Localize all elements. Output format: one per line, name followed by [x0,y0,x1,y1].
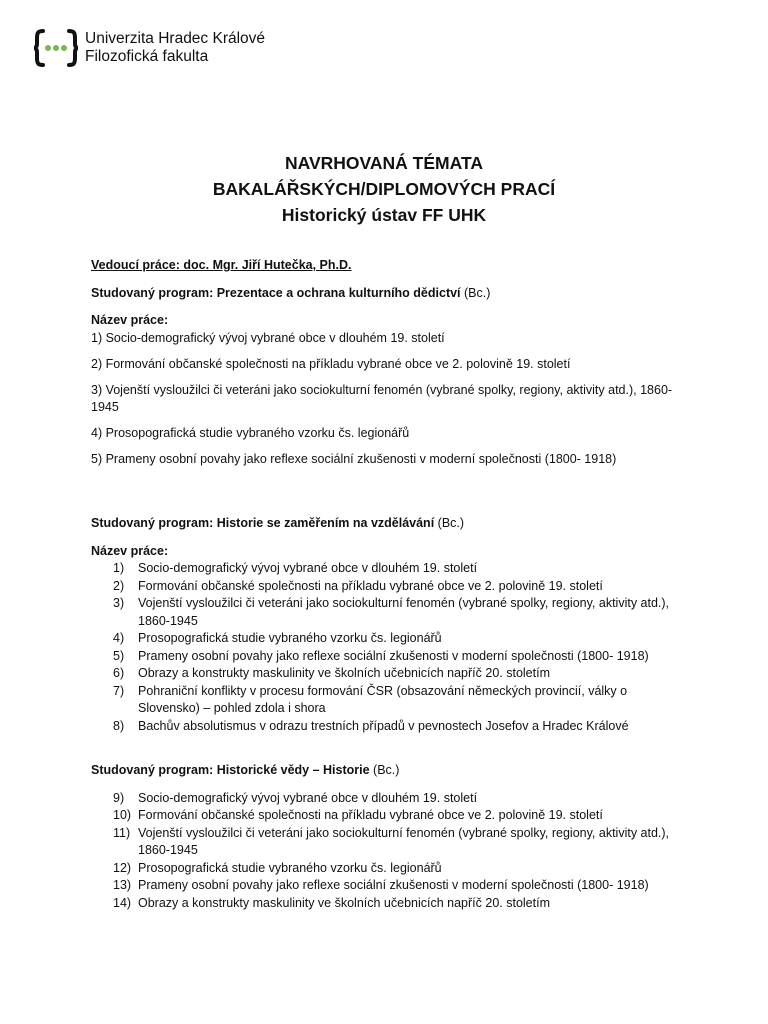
list-item [91,630,691,648]
program-heading-3 [91,762,691,780]
program-name-3: Studovaný program: Historické vědy – Historie [91,763,370,777]
program-degree-1: (Bc.) [464,285,491,300]
item-text: Pohraniční konflikty v procesu formování ČSR (obsazování německých provincií, války o Slovensko) – pohled zdola i shora [138,683,628,715]
list-item: 3) Vojenští vysloužilci či veteráni jako sociokulturní fenomén (vybrané spolky, regiony, aktivity atd.), 1860-1945 [91,382,673,414]
item-number: 9) [113,790,125,805]
list-item: 4) Prosopografická studie vybraného vzorku čs. legionářů [91,426,410,440]
list-item [91,860,691,878]
list-item [91,578,691,596]
document-title [0,150,768,228]
item-number: 6) [113,666,125,680]
item-number: 4) [113,631,125,645]
item-text: Socio-demografický vývoj vybrané obce v dlouhém 19. století [138,561,478,575]
list-item [91,790,691,808]
list-item [91,648,691,666]
university-logo [33,28,265,68]
topic-list-3 [91,790,691,913]
list-item: 1) Socio-demografický vývoj vybrané obce v dlouhém 19. století [91,330,445,345]
item-text: Prosopografická studie vybraného vzorku čs. legionářů [138,860,442,875]
title-line-2: BAKALÁŘSKÝCH/DIPLOMOVÝCH PRACÍ [212,179,556,199]
list-item [91,665,691,683]
document-body [91,257,691,912]
topic-list-2 [91,560,691,735]
item-text: Formování občanské společnosti na příkladu vybrané obce ve 2. polovině 19. století [138,578,603,593]
program-name-1: Studovaný program: Prezentace a ochrana kulturního dědictví [91,285,461,300]
list-item: 5) Prameny osobní povahy jako reflexe sociální zkušenosti v moderní společnosti (1800- 1918) [91,452,617,466]
list-item [91,595,691,630]
item-text: Prameny osobní povahy jako reflexe sociální zkušenosti v moderní společnosti (1800- 1918) [138,648,649,663]
list-item [91,877,691,895]
list-item [91,718,691,736]
list-item [91,807,691,825]
supervisor-line: Vedoucí práce: doc. Mgr. Jiří Hutečka, Ph.D. [91,258,352,272]
title-line-1: NAVRHOVANÁ TÉMATA [285,153,483,173]
item-number: 7) [113,683,125,698]
item-number: 11) [113,825,131,840]
topic-list-1 [91,330,691,469]
item-text: Obrazy a konstrukty maskulinity ve školních učebnicích napříč 20. stoletím [138,666,550,680]
uhk-logo-icon [33,28,79,68]
list-item [91,560,691,578]
item-text: Prosopografická studie vybraného vzorku čs. legionářů [138,631,442,645]
topic-label-1: Název práce: [91,313,169,327]
item-number: 5) [113,648,125,663]
list-item [91,895,691,913]
program-heading-2 [91,515,691,533]
item-text: Formování občanské společnosti na příkladu vybrané obce ve 2. polovině 19. století [138,808,603,822]
title-line-3: Historický ústav FF UHK [281,205,487,225]
item-number: 13) [113,878,132,892]
item-text: Vojenští vysloužilci či veteráni jako sociokulturní fenomén (vybrané spolky, regiony, aktivity atd.), 1860-1945 [138,596,670,628]
item-text: Bachův absolutismus v odrazu trestních případů v pevnostech Josefov a Hradec Králové [138,718,629,733]
item-text: Prameny osobní povahy jako reflexe sociální zkušenosti v moderní společnosti (1800- 1918) [138,878,649,892]
list-item [91,683,691,718]
item-number: 2) [113,578,125,593]
item-number: 3) [113,596,125,610]
item-number: 14) [113,895,132,910]
item-text: Obrazy a konstrukty maskulinity ve školních učebnicích napříč 20. stoletím [138,895,550,910]
program-degree-3: (Bc.) [373,763,400,777]
item-number: 10) [113,808,132,822]
list-item [91,825,691,860]
program-degree-2: (Bc.) [437,516,465,530]
item-text: Socio-demografický vývoj vybrané obce v dlouhém 19. století [138,790,478,805]
faculty-name: Filozofická fakulta [85,48,209,65]
program-name-2: Studovaný program: Historie se zaměřením na vzdělávání [91,516,435,530]
university-name: Univerzita Hradec Králové [85,30,266,47]
item-number: 12) [113,860,132,875]
item-number: 8) [113,718,125,733]
program-heading-1 [91,285,691,303]
item-number: 1) [113,561,125,575]
topic-label-2: Název práce: [91,543,169,558]
list-item: 2) Formování občanské společnosti na příkladu vybrané obce ve 2. polovině 19. století [91,356,571,371]
item-text: Vojenští vysloužilci či veteráni jako sociokulturní fenomén (vybrané spolky, regiony, aktivity atd.), 1860-1945 [138,825,670,857]
